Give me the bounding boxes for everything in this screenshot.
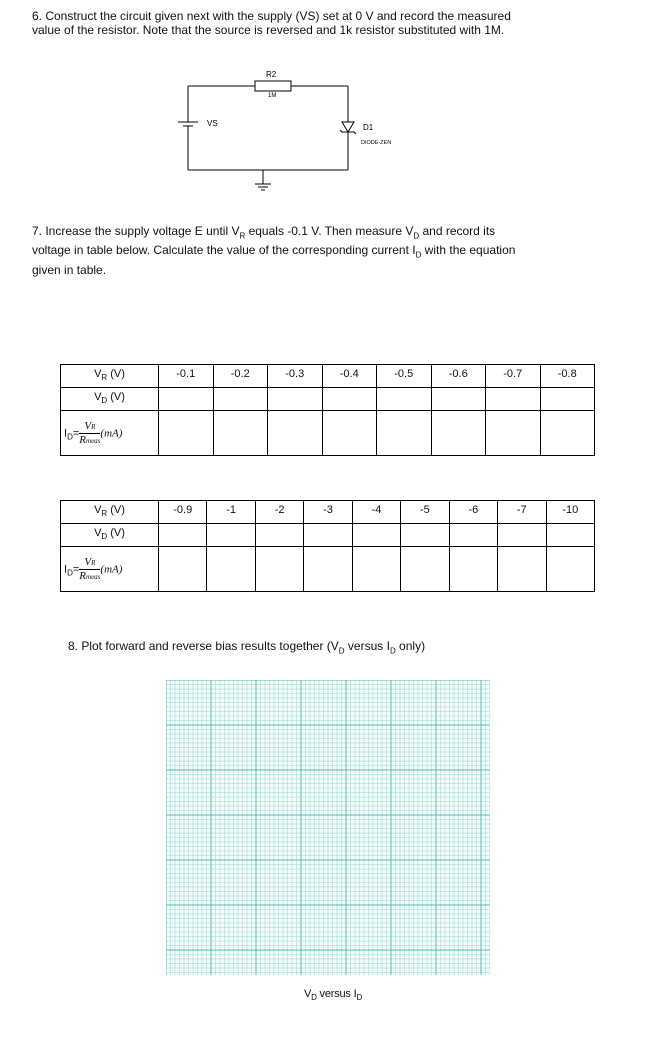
question-7 [32,224,642,277]
table-cell: -5 [401,501,449,524]
question-6 [32,9,642,37]
table-cell: -2 [255,501,303,524]
table-cell: -10 [546,501,595,524]
empty-cell[interactable] [213,411,268,456]
empty-cell[interactable] [159,547,207,592]
id-formula: $I_D=$ $\frac{VR}{\text{Rmeas}}$ (mA) [61,411,159,456]
table-row-id [61,411,595,456]
empty-cell[interactable] [498,524,546,547]
empty-cell[interactable] [486,411,541,456]
empty-cell[interactable] [159,411,214,456]
empty-cell[interactable] [352,547,400,592]
graph-paper[interactable] [166,680,490,975]
empty-cell[interactable] [268,411,323,456]
empty-cell[interactable] [540,388,595,411]
question-7-line-3: given in table. [32,262,107,277]
empty-cell[interactable] [304,547,352,592]
empty-cell[interactable] [377,388,432,411]
question-7-line-1: 7. Increase the supply voltage E until $V_R$ equals -0.1 V. Then measure $V_D$ and record its [32,224,496,241]
vs-label: VS [207,119,218,128]
zener-diode-d1 [340,122,356,134]
table-cell: -6 [449,501,497,524]
question-6-line-2: value of the resistor. Note that the source is reversed and 1k resistor substituted with 1M. [32,23,505,37]
empty-cell[interactable] [401,547,449,592]
empty-cell[interactable] [159,388,214,411]
question-7-line-2: voltage in table below. Calculate the value of the corresponding current $I_D$ with the equation [32,243,516,260]
table-cell: -0.2 [213,365,268,388]
empty-cell[interactable] [255,547,303,592]
id-formula: $I_D=$ $\frac{VR}{\text{Rmeas}}$ (mA) [61,547,159,592]
graph-caption: $V_D$ versus $I_D$ [303,988,363,1003]
question-6-line-1: 6. Construct the circuit given next with the supply (VS) set at 0 V and record the measured [32,9,511,23]
table-cell: -0.4 [322,365,377,388]
empty-cell[interactable] [546,524,595,547]
r2-value: 1M [268,93,277,99]
empty-cell[interactable] [377,411,432,456]
table-cell: -0.7 [486,365,541,388]
vr-header: $V_R$ (V) [61,501,159,524]
empty-cell[interactable] [268,388,323,411]
empty-cell[interactable] [546,547,595,592]
resistor-r2 [255,81,291,91]
measurement-table-1 [60,364,595,456]
table-cell: -7 [498,501,546,524]
empty-cell[interactable] [352,524,400,547]
table-cell: -0.9 [159,501,207,524]
table-row-vd [61,524,595,547]
empty-cell[interactable] [159,524,207,547]
table-cell: -0.8 [540,365,595,388]
d1-type: DIODE-ZEN [361,140,392,146]
question-8 [68,639,628,658]
empty-cell[interactable] [486,388,541,411]
empty-cell[interactable] [322,411,377,456]
table-row-vd [61,388,595,411]
empty-cell[interactable] [255,524,303,547]
vd-header: $V_D$ (V) [61,388,159,411]
empty-cell[interactable] [207,547,255,592]
empty-cell[interactable] [540,411,595,456]
table-row-vr [61,365,595,388]
empty-cell[interactable] [431,388,486,411]
vr-header: $V_R$ (V) [61,365,159,388]
empty-cell[interactable] [498,547,546,592]
vd-header: $V_D$ (V) [61,524,159,547]
empty-cell[interactable] [322,388,377,411]
table-cell: -4 [352,501,400,524]
circuit-diagram [160,62,440,197]
measurement-table-2 [60,500,595,592]
table-cell: -1 [207,501,255,524]
table-cell: -0.6 [431,365,486,388]
empty-cell[interactable] [449,547,497,592]
table-row-vr [61,501,595,524]
table-cell: -0.5 [377,365,432,388]
empty-cell[interactable] [431,411,486,456]
d1-label: D1 [363,123,374,132]
empty-cell[interactable] [213,388,268,411]
empty-cell[interactable] [401,524,449,547]
empty-cell[interactable] [304,524,352,547]
table-cell: -0.3 [268,365,323,388]
empty-cell[interactable] [207,524,255,547]
table-cell: -0.1 [159,365,214,388]
table-row-id [61,547,595,592]
table-cell: -3 [304,501,352,524]
question-8-line: 8. Plot forward and reverse bias results together ($V_D$ versus $I_D$ only) [68,639,426,656]
r2-label: R2 [266,70,277,79]
empty-cell[interactable] [449,524,497,547]
